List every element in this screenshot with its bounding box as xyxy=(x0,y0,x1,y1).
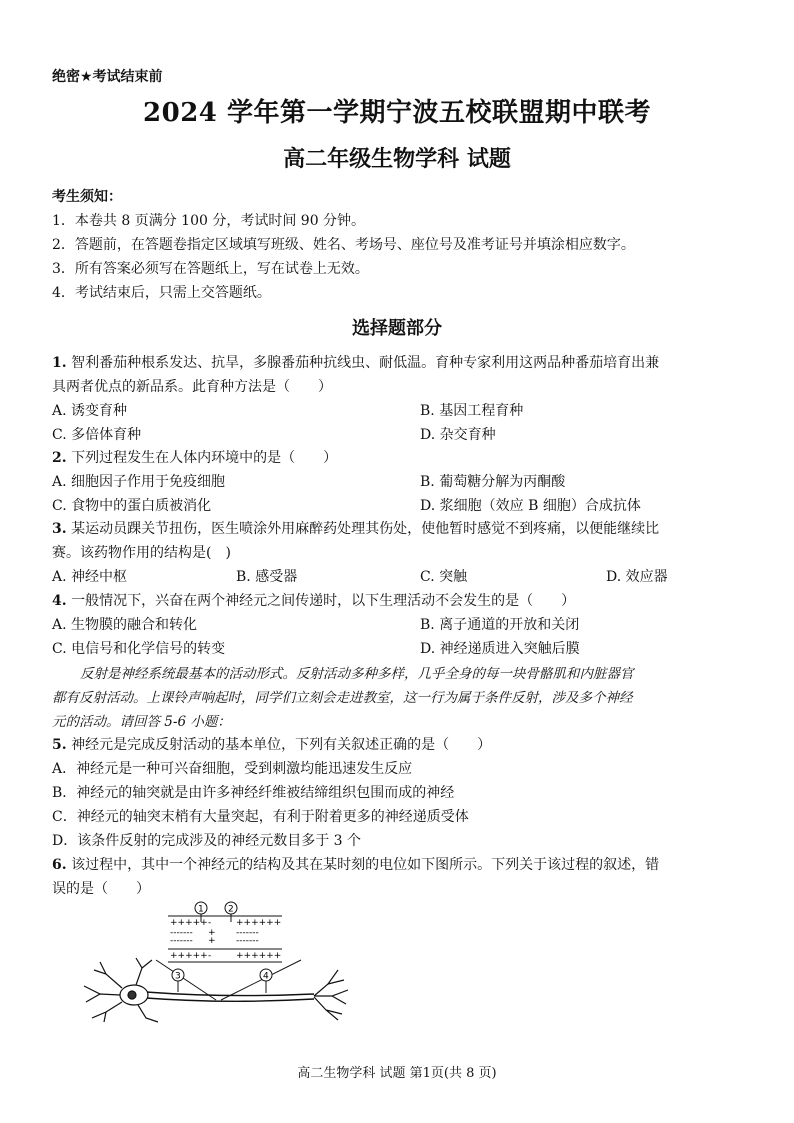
q3-option-c: C. 突触 xyxy=(420,569,468,585)
notice-item-1: 1．本卷共 8 页满分 100 分，考试时间 90 分钟。 xyxy=(52,213,366,229)
potential-row-4-left: +++++ xyxy=(170,951,208,961)
marker-4-label: 4 xyxy=(263,971,269,982)
potential-row-1-left: +++++ xyxy=(170,918,208,928)
potential-row-2-mid: + xyxy=(208,928,216,938)
section-title: 选择题部分 xyxy=(352,318,442,339)
page-footer: 高二生物学科 试题 第1页(共 8 页) xyxy=(297,1066,497,1081)
potential-row-3-left: ------- xyxy=(170,936,193,946)
q2-option-d: D. 浆细胞（效应 B 细胞）合成抗体 xyxy=(420,498,641,514)
notice-item-3: 3．所有答案必须写在答题纸上，写在试卷上无效。 xyxy=(52,261,369,277)
q5-option-c: C．神经元的轴突末梢有大量突起，有利于附着更多的神经递质受体 xyxy=(52,809,469,825)
q1-stem-line-1 xyxy=(52,352,659,372)
q5-stem-text-1: 神经元是完成反射活动的基本单位，下列有关叙述正确的是（ ） xyxy=(71,737,492,753)
q6-stem-line-1 xyxy=(52,854,659,874)
q5-option-a: A．神经元是一种可兴奋细胞，受到刺激均能迅速发生反应 xyxy=(52,761,413,777)
q1-option-a: A. 诱变育种 xyxy=(52,403,128,419)
marker-1-label: 1 xyxy=(198,904,204,915)
exam-subtitle: 高二年级生物学科 试题 xyxy=(283,146,511,172)
q6-stem-text-1: 该过程中，其中一个神经元的结构及其在某时刻的电位如下图所示。下列关于该过程的叙述，错 xyxy=(71,857,660,873)
q1-number: 1. xyxy=(52,355,67,371)
marker-3-label: 3 xyxy=(175,971,181,982)
q5-number: 5. xyxy=(52,737,67,753)
axon-lower xyxy=(146,998,314,1001)
notice-heading: 考生须知： xyxy=(52,189,122,205)
q4-stem-line-1 xyxy=(52,590,575,610)
q1-stem-line-2: 具两者优点的新品系。此育种方法是（ ） xyxy=(52,379,332,395)
q2-number: 2. xyxy=(52,450,67,466)
passage-line-3: 元的活动。请回答 5-6 小题： xyxy=(52,714,231,730)
q4-stem-text-1: 一般情况下，兴奋在两个神经元之间传递时，以下生理活动不会发生的是（ ） xyxy=(71,593,576,609)
potential-row-3-right: ------- xyxy=(236,936,259,946)
q2-option-b: B. 葡萄糖分解为丙酮酸 xyxy=(420,474,566,490)
q4-option-b: B. 离子通道的开放和关闭 xyxy=(420,617,580,633)
q5-stem-line-1 xyxy=(52,734,491,754)
q5-option-d: D．该条件反射的完成涉及的神经元数目多于 3 个 xyxy=(52,833,362,849)
secret-label: 绝密★考试结束前 xyxy=(52,69,163,85)
passage-line-1: 反射是神经系统最基本的活动形式。反射活动多种多样，几乎全身的每一块骨骼肌和内脏器官 xyxy=(80,666,634,682)
q2-option-a: A. 细胞因子作用于免疫细胞 xyxy=(52,474,226,490)
q3-number: 3. xyxy=(52,521,67,537)
neuron-figure xyxy=(76,900,376,1025)
q4-option-a: A. 生物膜的融合和转化 xyxy=(52,617,198,633)
marker-4 xyxy=(260,969,272,993)
notice-item-4: 4．考试结束后，只需上交答题纸。 xyxy=(52,285,271,301)
notice-item-2: 2．答题前，在答题卷指定区域填写班级、姓名、考场号、座位号及准考证号并填涂相应数字。 xyxy=(52,237,635,253)
q2-stem-line-1 xyxy=(52,447,337,467)
marker-3 xyxy=(172,969,184,992)
q3-stem-line-1 xyxy=(52,518,659,538)
q6-stem-line-2: 误的是（ ） xyxy=(52,881,150,897)
passage-line-2: 都有反射活动。上课铃声响起时，同学们立刻会走进教室，这一行为属于条件反射，涉及多个神经 xyxy=(52,690,633,706)
q1-option-c: C. 多倍体育种 xyxy=(52,427,142,443)
potential-row-2-right: ------- xyxy=(236,928,259,938)
q3-stem-text-1: 某运动员踝关节扭伤，医生喷涂外用麻醉药处理其伤处，使他暂时感觉不到疼痛，以便能继续比 xyxy=(71,521,660,537)
q5-option-b: B．神经元的轴突就是由许多神经纤维被结缔组织包围而成的神经 xyxy=(52,785,455,801)
axon-terminal xyxy=(314,970,348,1020)
cell-body xyxy=(84,958,158,1022)
q3-option-b: B. 感受器 xyxy=(236,569,298,585)
q3-option-a: A. 神经中枢 xyxy=(52,569,128,585)
q2-stem-text-1: 下列过程发生在人体内环境中的是（ ） xyxy=(71,450,338,466)
potential-row-1-right: ++++++ xyxy=(236,918,282,928)
axon xyxy=(146,992,314,996)
exam-title: 2024 学年第一学期宁波五校联盟期中联考 xyxy=(143,98,651,128)
q1-option-d: D. 杂交育种 xyxy=(420,427,496,443)
q3-stem-line-2: 赛。该药物作用的结构是( ) xyxy=(52,545,231,561)
q4-number: 4. xyxy=(52,593,67,609)
q1-option-b: B. 基因工程育种 xyxy=(420,403,524,419)
q3-option-d: D. 效应器 xyxy=(606,569,668,585)
q6-number: 6. xyxy=(52,857,67,873)
potential-row-2-left: ------- xyxy=(170,928,193,938)
q4-option-c: C. 电信号和化学信号的转变 xyxy=(52,641,226,657)
q1-stem-text-1: 智利番茄种根系发达、抗旱，多腺番茄种抗线虫、耐低温。育种专家利用这两品种番茄培育出兼 xyxy=(71,355,660,371)
potential-row-4-mid: - xyxy=(208,951,212,961)
marker-2-label: 2 xyxy=(228,904,234,915)
potential-row-4-right: ++++++ xyxy=(236,951,282,961)
q2-option-c: C. 食物中的蛋白质被消化 xyxy=(52,498,212,514)
potential-row-3-mid: + xyxy=(208,936,216,946)
potential-row-1-mid: - xyxy=(208,918,212,928)
q4-option-d: D. 神经递质进入突触后膜 xyxy=(420,641,580,657)
